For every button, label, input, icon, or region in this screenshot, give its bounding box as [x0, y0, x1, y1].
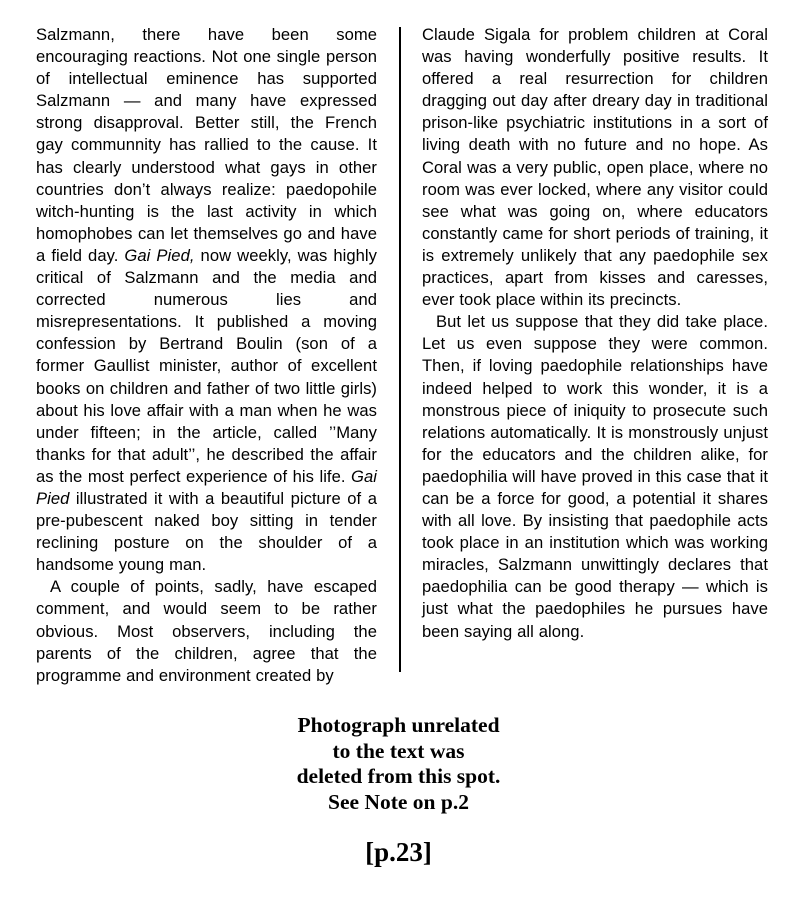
body-paragraph: A couple of points, sadly, have escaped comment, and would seem to be rather obvious. Most observers, including the parents of the children, agree that the programme and environment created by — [36, 577, 377, 685]
body-column-right — [422, 24, 768, 643]
body-paragraph: Claude Sigala for problem children at Coral was having wonderfully positive results. It offered a real resurrection for children dragging out day after dreary day in traditional prison-like psychiatric institutions in a sort of living death with no future and no hope. As Coral was a very public, open place, where no room was ever locked, where any visitor could see what was going on, where educators constantly came for short periods of training, it is extremely unlikely that any paedophile sex practices, apart from kisses and caresses, ever took place within its precincts. — [422, 25, 768, 310]
photo-deletion-note — [0, 713, 797, 815]
body-column-left — [36, 24, 377, 687]
note-line: Photograph unrelated — [297, 713, 500, 737]
body-paragraph: But let us suppose that they did take place. Let us even suppose they were common. Then, if loving paedophile relationships have indeed helped to work this wonder, it is a monstrous piece of iniquity to prosecute such relations automatically. It is monstrously unjust for the educators and the children alike, for paedophilia will have proved in this case that it can be a force for good, a potential it shares with all love. By insisting that paedophile acts took place in an institution which was working miracles, Salzmann unwittingly declares that paedophilia can be good therapy — which is just what the paedophiles he pursues have been saying all along. — [422, 312, 768, 641]
italic-title: Gai Pied — [36, 466, 377, 508]
note-line: to the text was — [332, 738, 465, 763]
page-number: [p.23] — [365, 837, 432, 867]
body-paragraph: Salzmann, there have been some encouraging reactions. Not one single person of intellectual eminence has supported Salzmann — and many have expressed strong disapproval. Better still, the French gay communnity has rallied to the cause. It has clearly understood what gays in other countries don’t always realize: paedopohile witch-hunting is the last activity in which homophobes can let themselves go and have a field day. Gai Pied, now weekly, was highly critical of Salzmann and the media and corrected numerous lies and misrepresentations. It published a moving confession by Bertrand Boulin (son of a former Gaullist minister, author of excellent books on children and father of two little girls) about his love affair with a man when he was under fifteen; in the article, called ’’Many thanks for that adult’’, he described the affair as the most perfect experience of his life. Gai Pied illustrated it with a beautiful picture of a pre-pubescent naked boy sitting in tender reclining posture on the shoulder of a handsome young man. — [36, 25, 378, 575]
note-line: See Note on p.2 — [328, 789, 469, 814]
column-divider-rule — [399, 27, 401, 672]
note-line: deleted from this spot. — [296, 764, 501, 788]
italic-title: Gai Pied, — [124, 245, 195, 265]
